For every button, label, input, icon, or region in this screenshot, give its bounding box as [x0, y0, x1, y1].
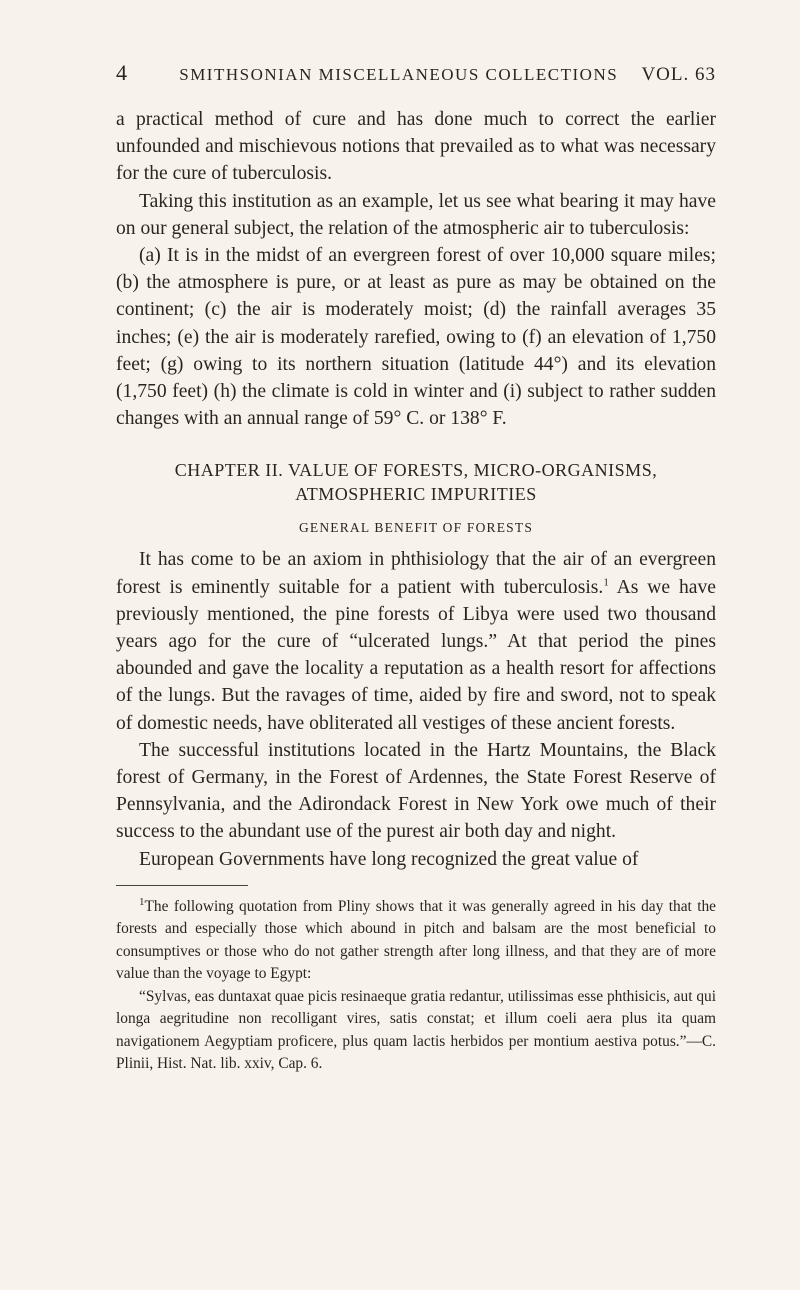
paragraph-institutions: The successful institutions located in the Hartz Mountains, the Black forest of Germany, in the Forest of Ardennes, the State Forest Reserve of Pennsylvania, and the Adirondack Forest in New York owe much of their success to the abundant use of the purest air both day and night. [116, 739, 716, 843]
footnote-latin-quote: “Sylvas, eas duntaxat quae picis resinaeque gratia redantur, utilissimas esse phthisicis, aut qui longa aegritudine non recolligant vires, satis constat; et illum coeli aera plus ita quam navigationem Aegyptiam proficere, plus quam lactis herbidos per montium aestiva potus.”—C. Plinii, Hist. Nat. lib. xxiv, Cap. 6. [116, 987, 716, 1073]
paragraph-conditions-list: (a) It is in the midst of an evergreen forest of over 10,000 square miles; (b) the atmosphere is pure, or at least as pure as may be obtained on the continent; (c) the air is moderately moist; (d) the rainfall averages 35 inches; (e) the air is moderately rarefied, owing to (f) an elevation of 1,750 feet; (g) owing to its northern situation (latitude 44°) and its elevation (1,750 feet) (h) the climate is cold in winter and (i) subject to rather sudden changes with an annual range of 59° C. or 138° F. [116, 245, 716, 430]
paragraph-axiom-text-a: It has come to be an axiom in phthisiology that the air of an evergreen forest is eminently suitable for a patient with tuberculosis. [116, 549, 716, 598]
footnote-text [116, 896, 716, 986]
running-title: SMITHSONIAN MISCELLANEOUS COLLECTIONS [179, 65, 619, 84]
paragraph-axiom [116, 546, 716, 736]
footnote-reference[interactable]: 1 [603, 576, 609, 589]
paragraph-continued: a practical method of cure and has done much to correct the earlier unfounded and mischievous notions that prevailed as to what was necessary for the cure of tuberculosis. [116, 109, 716, 185]
page [116, 60, 716, 1076]
paragraph-governments: European Governments have long recognized the great value of [139, 848, 639, 870]
chapter-heading-line-1: CHAPTER II. VALUE OF FORESTS, MICRO-ORGANISMS, [174, 460, 658, 481]
paragraph-institution-example: Taking this institution as an example, let us see what bearing it may have on our general subject, the relation of the atmospheric air to tuberculosis: [116, 190, 716, 239]
volume-label: VOL. 63 [641, 64, 716, 85]
section-heading: GENERAL BENEFIT OF FORESTS [298, 520, 534, 536]
footnote-marker: 1 [139, 895, 145, 908]
chapter-heading [116, 458, 716, 506]
footnote-divider [116, 885, 248, 886]
page-number: 4 [116, 60, 128, 85]
paragraph-axiom-text-b: As we have previously mentioned, the pine forests of Libya were used two thousand years ago for the cure of “ulcerated lungs.” At that period the pines abounded and gave the locality a reputation as a health resort for affections of the lungs. But the ravages of time, aided by fire and sword, not to speak of domestic needs, have obliterated all vestiges of these ancient forests. [116, 576, 716, 734]
chapter-heading-line-2: ATMOSPHERIC IMPURITIES [295, 484, 537, 505]
footnote-text-english: The following quotation from Pliny shows that it was generally agreed in his day that the forests and especially those which abound in pitch and balsam are the most beneficial to consumptives or those who do not gather strength after long illness, and that they are of more value than the voyage to Egypt: [116, 897, 716, 983]
footnote [116, 896, 716, 1076]
running-header [116, 60, 716, 94]
